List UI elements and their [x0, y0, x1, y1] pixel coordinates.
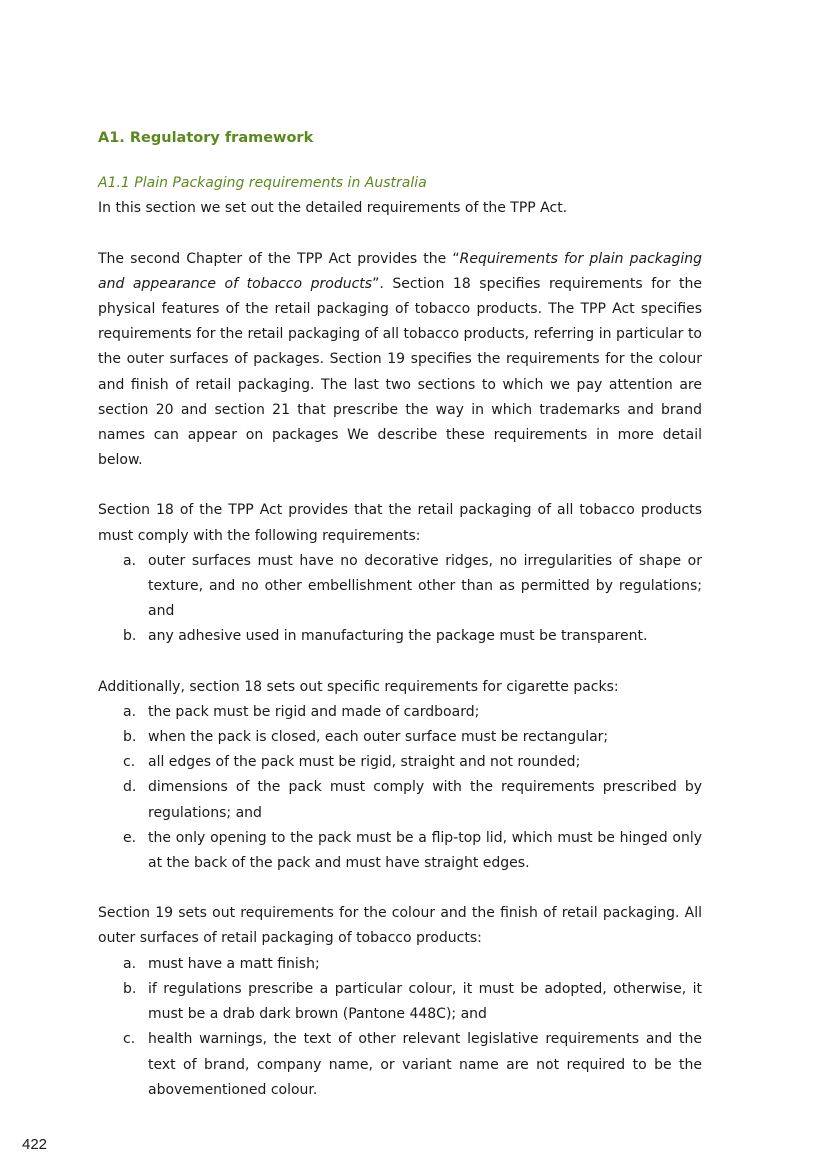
list-item	[98, 624, 702, 649]
section19-lead: Section 19 sets out requirements for the colour and the finish of retail packaging. All outer surfaces of retail packaging of tobacco products:	[98, 905, 702, 947]
list-marker: e.	[123, 829, 137, 846]
list-item-text: the pack must be rigid and made of cardboard;	[148, 703, 480, 720]
list-marker: d.	[123, 779, 137, 796]
list-marker: a.	[123, 703, 137, 720]
section18-list	[98, 549, 702, 650]
list-item-text: all edges of the pack must be rigid, straight and not rounded;	[148, 754, 581, 771]
list-item-text: if regulations prescribe a particular colour, it must be adopted, otherwise, it must be a drab dark brown (Pantone 448C); and	[148, 980, 702, 1023]
list-marker: c.	[123, 754, 136, 771]
intro-paragraph: In this section we set out the detailed requirements of the TPP Act.	[98, 200, 568, 217]
list-marker: b.	[123, 729, 137, 746]
section-heading: A1. Regulatory framework	[98, 130, 314, 146]
section18-lead: Section 18 of the TPP Act provides that the retail packaging of all tobacco products must comply with the following requirements:	[98, 502, 702, 544]
list-item	[98, 725, 702, 750]
document-body	[98, 126, 702, 1128]
list-item-text: health warnings, the text of other relevant legislative requirements and the text of brand, company name, or variant name are not required to be the abovementioned colour.	[148, 1031, 702, 1098]
list-marker: a.	[123, 552, 137, 569]
list-item-text: dimensions of the pack must comply with the requirements prescribed by regulations; and	[148, 779, 702, 821]
chapter-text-end: ”. Section 18 specifies requirements for the physical features of the retail packaging of tobacco products. The TPP Act specifies requirements for the retail packaging of all tobacco products, referring in particular to the outer surfaces of packages. Section 19 specifies the requirements for the colour and finish of retail packaging. The last two sections to which we pay attention are section 20 and section 21 that prescribe the way in which trademarks and brand names can appear on packages We describe these requirements in more detail below.	[98, 275, 702, 469]
subsection-heading: A1.1 Plain Packaging requirements in Australia	[98, 175, 427, 192]
list-item-text: must have a matt finish;	[148, 955, 320, 972]
list-item	[98, 1027, 702, 1103]
section19-list	[98, 952, 702, 1103]
chapter-paragraph	[98, 247, 702, 474]
list-item-text: the only opening to the pack must be a flip-top lid, which must be hinged only at the back of the pack and must have straight edges.	[148, 829, 702, 872]
list-marker: a.	[123, 955, 137, 972]
list-item	[98, 775, 702, 825]
list-marker: b.	[123, 980, 137, 997]
chapter-quote: Requirements for plain packaging and appearance of tobacco products	[98, 250, 703, 292]
list-marker: b.	[123, 628, 137, 645]
list-item	[98, 549, 702, 625]
list-item	[98, 750, 702, 775]
cigarette-packs-list	[98, 700, 702, 876]
list-item-text: when the pack is closed, each outer surface must be rectangular;	[148, 729, 609, 746]
list-item	[98, 952, 702, 977]
list-item	[98, 700, 702, 725]
cigarette-packs-lead: Additionally, section 18 sets out specific requirements for cigarette packs:	[98, 678, 619, 695]
list-marker: c.	[123, 1031, 136, 1048]
list-item	[98, 977, 702, 1027]
chapter-text-start: The second Chapter of the TPP Act provides the “	[98, 250, 460, 267]
list-item-text: outer surfaces must have no decorative ridges, no irregularities of shape or texture, and no other embellishment other than as permitted by regulations; and	[148, 552, 702, 620]
list-item	[98, 826, 702, 876]
list-item-text: any adhesive used in manufacturing the package must be transparent.	[148, 628, 648, 645]
page-number: 422	[22, 1136, 48, 1153]
